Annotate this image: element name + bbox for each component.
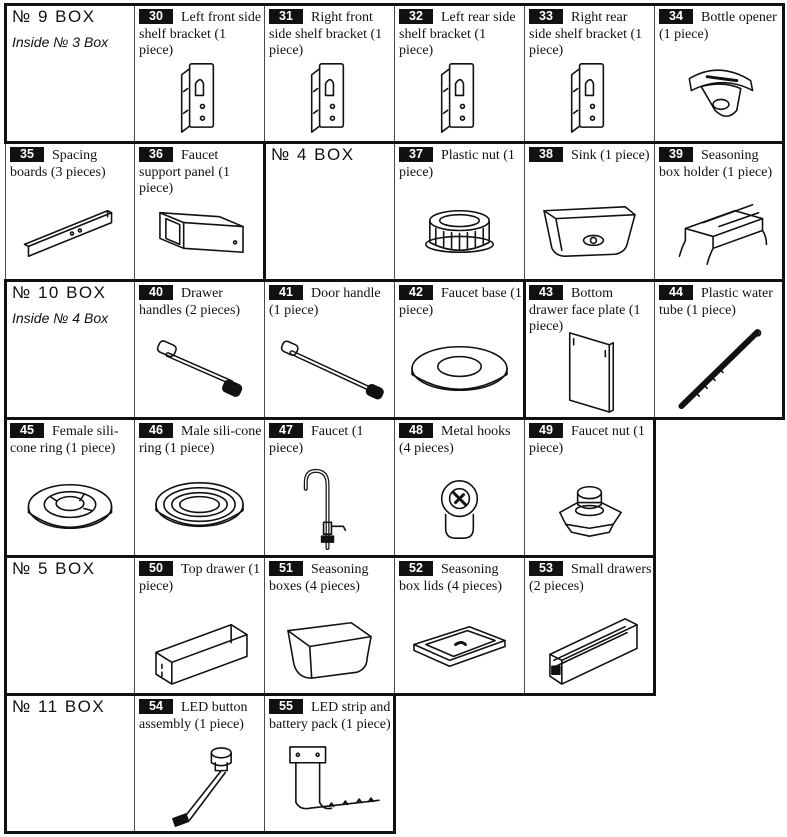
part-cell-33 xyxy=(524,4,655,143)
box-title: № 5 BOX xyxy=(12,559,96,578)
part-cell-50 xyxy=(134,556,265,695)
spacing-board-icon xyxy=(6,187,134,276)
part-number-badge: 52 xyxy=(399,561,433,576)
part-number-badge: 53 xyxy=(529,561,563,576)
part-cell-51 xyxy=(264,556,395,695)
part-name: Right rear side shelf bracket (1 piece) xyxy=(529,10,643,58)
part-caption xyxy=(659,147,781,181)
part-name: Faucet nut (1 piece) xyxy=(529,424,645,456)
part-name: Seasoning boxes (4 pieces) xyxy=(269,562,369,594)
part-number-badge: 54 xyxy=(139,699,173,714)
part-caption xyxy=(10,423,132,457)
part-name: Faucet support panel (1 piece) xyxy=(139,148,230,196)
part-cell-42 xyxy=(394,280,525,419)
part-cell-40 xyxy=(134,280,265,419)
part-caption xyxy=(269,423,392,457)
part-caption xyxy=(659,285,781,319)
part-name: Seasoning box holder (1 piece) xyxy=(659,148,773,180)
part-cell-48 xyxy=(394,418,525,557)
door-handle-icon xyxy=(265,325,394,414)
part-cell-47 xyxy=(264,418,395,557)
part-cell-49 xyxy=(524,418,655,557)
part-name: Top drawer (1 piece) xyxy=(139,562,261,594)
part-cell-44 xyxy=(654,280,784,419)
part-name: Seasoning box lids (4 pieces) xyxy=(399,562,503,594)
part-caption xyxy=(139,699,262,733)
part-number-badge: 48 xyxy=(399,423,433,438)
part-cell-39 xyxy=(654,142,784,281)
part-number-badge: 44 xyxy=(659,285,693,300)
part-name: Drawer handles (2 pieces) xyxy=(139,286,241,318)
water-tube-icon xyxy=(655,325,783,414)
faucet-nut-icon xyxy=(525,463,654,552)
female-silicone-ring-icon xyxy=(6,463,134,552)
led-strip-icon xyxy=(265,739,394,828)
shelf-bracket-icon xyxy=(265,49,394,138)
part-caption xyxy=(139,423,262,457)
faucet-support-panel-icon xyxy=(135,187,264,276)
part-number-badge: 45 xyxy=(10,423,44,438)
box-label-9 xyxy=(5,4,135,143)
shelf-bracket-icon xyxy=(135,49,264,138)
box-label-4 xyxy=(264,142,395,281)
part-name: Metal hooks (4 pieces) xyxy=(399,424,511,456)
seasoning-box-lid-icon xyxy=(395,601,524,690)
part-cell-34 xyxy=(654,4,784,143)
part-cell-52 xyxy=(394,556,525,695)
faucet-icon xyxy=(265,463,394,552)
part-name: Door handle (1 piece) xyxy=(269,286,381,318)
part-name: Spacing boards (3 pieces) xyxy=(10,148,106,180)
box-title: № 4 BOX xyxy=(271,145,355,164)
part-cell-30 xyxy=(134,4,265,143)
part-caption xyxy=(399,285,522,319)
part-number-badge: 35 xyxy=(10,147,44,162)
part-name: Faucet (1 piece) xyxy=(269,424,364,456)
part-caption xyxy=(399,561,522,595)
part-name: Sink (1 piece) xyxy=(571,148,650,163)
part-caption xyxy=(139,561,262,595)
seasoning-box-icon xyxy=(265,601,394,690)
part-number-badge: 30 xyxy=(139,9,173,24)
part-number-badge: 40 xyxy=(139,285,173,300)
part-name: Female sili-cone ring (1 piece) xyxy=(10,424,119,456)
faucet-base-icon xyxy=(395,325,524,414)
part-cell-54 xyxy=(134,694,265,833)
part-caption xyxy=(529,561,652,595)
part-cell-41 xyxy=(264,280,395,419)
part-cell-55 xyxy=(264,694,395,833)
part-name: Right front side shelf bracket (1 piece) xyxy=(269,10,383,58)
part-number-badge: 47 xyxy=(269,423,303,438)
part-number-badge: 38 xyxy=(529,147,563,162)
part-number-badge: 34 xyxy=(659,9,693,24)
part-name: Faucet base (1 piece) xyxy=(399,286,522,318)
part-caption xyxy=(139,285,262,319)
part-caption xyxy=(529,423,652,457)
part-number-badge: 31 xyxy=(269,9,303,24)
part-number-badge: 42 xyxy=(399,285,433,300)
part-name: LED strip and battery pack (1 piece) xyxy=(269,700,391,732)
part-number-badge: 50 xyxy=(139,561,173,576)
part-number-badge: 37 xyxy=(399,147,433,162)
part-number-badge: 51 xyxy=(269,561,303,576)
box-title: № 11 BOX xyxy=(12,697,106,716)
part-name: Plastic water tube (1 piece) xyxy=(659,286,773,318)
box-title: № 9 BOX xyxy=(12,7,96,26)
sink-icon xyxy=(525,187,654,276)
part-cell-43 xyxy=(524,280,655,419)
part-number-badge: 49 xyxy=(529,423,563,438)
part-caption xyxy=(399,147,522,181)
part-cell-31 xyxy=(264,4,395,143)
part-cell-45 xyxy=(5,418,135,557)
part-cell-37 xyxy=(394,142,525,281)
part-caption xyxy=(659,9,781,43)
male-silicone-ring-icon xyxy=(135,463,264,552)
drawer-handle-icon xyxy=(135,325,264,414)
part-caption xyxy=(399,423,522,457)
part-cell-38 xyxy=(524,142,655,281)
part-number-badge: 39 xyxy=(659,147,693,162)
part-name: Bottom drawer face plate (1 piece) xyxy=(529,286,641,334)
box-label-5 xyxy=(5,556,135,695)
part-name: Bottle opener (1 piece) xyxy=(659,10,777,42)
small-drawer-icon xyxy=(525,601,654,690)
plastic-nut-icon xyxy=(395,187,524,276)
part-name: Plastic nut (1 piece) xyxy=(399,148,515,180)
part-number-badge: 43 xyxy=(529,285,563,300)
part-number-badge: 33 xyxy=(529,9,563,24)
part-name: Male sili-cone ring (1 piece) xyxy=(139,424,262,456)
part-caption xyxy=(529,147,652,165)
part-cell-35 xyxy=(5,142,135,281)
box-title: № 10 BOX xyxy=(12,283,107,302)
part-number-badge: 41 xyxy=(269,285,303,300)
box-subtitle: Inside № 4 Box xyxy=(12,310,109,326)
metal-hook-icon xyxy=(395,463,524,552)
box-label-10 xyxy=(5,280,135,419)
seasoning-box-holder-icon xyxy=(655,187,783,276)
part-name: LED button assembly (1 piece) xyxy=(139,700,248,732)
part-name: Left front side shelf bracket (1 piece) xyxy=(139,10,262,58)
box-subtitle: Inside № 3 Box xyxy=(12,34,109,50)
part-cell-32 xyxy=(394,4,525,143)
part-number-badge: 46 xyxy=(139,423,173,438)
part-caption xyxy=(269,699,392,733)
bottle-opener-icon xyxy=(655,49,783,138)
box-label-11 xyxy=(5,694,135,833)
part-number-badge: 55 xyxy=(269,699,303,714)
part-name: Left rear side shelf bracket (1 piece) xyxy=(399,10,516,58)
led-button-icon xyxy=(135,739,264,828)
part-number-badge: 36 xyxy=(139,147,173,162)
shelf-bracket-icon xyxy=(395,49,524,138)
part-caption xyxy=(10,147,132,181)
part-cell-53 xyxy=(524,556,655,695)
part-name: Small drawers (2 pieces) xyxy=(529,562,652,594)
part-cell-36 xyxy=(134,142,265,281)
top-drawer-icon xyxy=(135,601,264,690)
face-plate-icon xyxy=(525,325,654,414)
part-cell-46 xyxy=(134,418,265,557)
part-number-badge: 32 xyxy=(399,9,433,24)
part-caption xyxy=(269,561,392,595)
part-caption xyxy=(269,285,392,319)
shelf-bracket-icon xyxy=(525,49,654,138)
